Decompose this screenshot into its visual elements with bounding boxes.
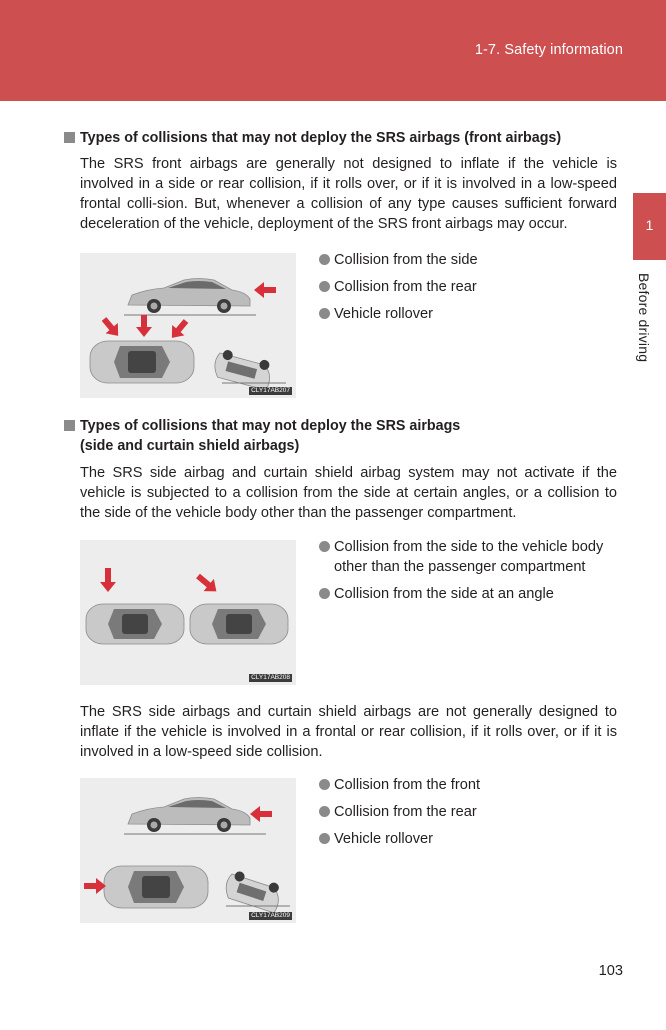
- section-paragraph-side-airbags-2: The SRS side airbags and curtain shield airbags are not generally designed to inflate if the vehicle is involved in a frontal or rear collision, if it rolls over, or if it is involved in a low-speed side collision.: [80, 704, 617, 760]
- page-header: [0, 0, 666, 101]
- figure-side-airbag-collisions: [80, 540, 296, 685]
- chapter-tab: [633, 193, 666, 260]
- list-item: Collision from the front: [318, 775, 480, 795]
- section-heading-front-airbags: Types of collisions that may not deploy the SRS airbags (front airbags): [64, 128, 561, 148]
- page-number: 103: [598, 963, 623, 979]
- figure-code: CLY17AB207: [251, 387, 290, 394]
- figure-front-airbag-collisions: [80, 253, 296, 398]
- section-paragraph-side-airbags: The SRS side airbag and curtain shield airbag system may not activate if the vehicle is subjected to a collision from the side at certain angles, or a collision to the side of the vehicle body other than the passenger compartment.: [80, 465, 617, 521]
- bullet-icon: [319, 254, 330, 265]
- list-item: Vehicle rollover: [318, 829, 480, 849]
- heading-square-icon: [64, 420, 75, 431]
- bullet-icon: [319, 779, 330, 790]
- bullet-icon: [319, 541, 330, 552]
- figure-code: CLY17AB208: [251, 674, 290, 681]
- list-item: Collision from the rear: [318, 277, 478, 297]
- figure-code: CLY17AB209: [251, 912, 290, 919]
- chapter-tab-label: Before driving: [636, 273, 652, 363]
- bullet-list-side: [318, 537, 618, 611]
- list-item: Collision from the rear: [318, 802, 480, 822]
- bullet-icon: [319, 308, 330, 319]
- list-item: Collision from the side at an angle: [318, 584, 618, 604]
- list-item: Collision from the side to the vehicle body other than the passenger compartment: [318, 537, 618, 577]
- bullet-icon: [319, 833, 330, 844]
- bullet-list-side-2: [318, 775, 480, 856]
- heading-square-icon: [64, 132, 75, 143]
- bullet-icon: [319, 588, 330, 599]
- bullet-icon: [319, 806, 330, 817]
- list-item: Vehicle rollover: [318, 304, 478, 324]
- section-paragraph-front-airbags: The SRS front airbags are generally not designed to inflate if the vehicle is involved in a side or rear collision, if it rolls over, or if it is involved in a low-speed frontal colli-sion. But, whenever a collision of any type causes sufficient forward deceleration of the vehicle, deployment of the SRS front airbags may occur.: [80, 156, 617, 232]
- bullet-list-front: [318, 250, 478, 331]
- chapter-title: 1-7. Safety information: [474, 42, 623, 58]
- chapter-number: 1: [645, 217, 654, 233]
- bullet-icon: [319, 281, 330, 292]
- figure-side-airbag-non-deploy: [80, 778, 296, 923]
- section-heading-side-airbags: Types of collisions that may not deploy the SRS airbags (side and curtain shield airbags): [64, 416, 460, 456]
- list-item: Collision from the side: [318, 250, 478, 270]
